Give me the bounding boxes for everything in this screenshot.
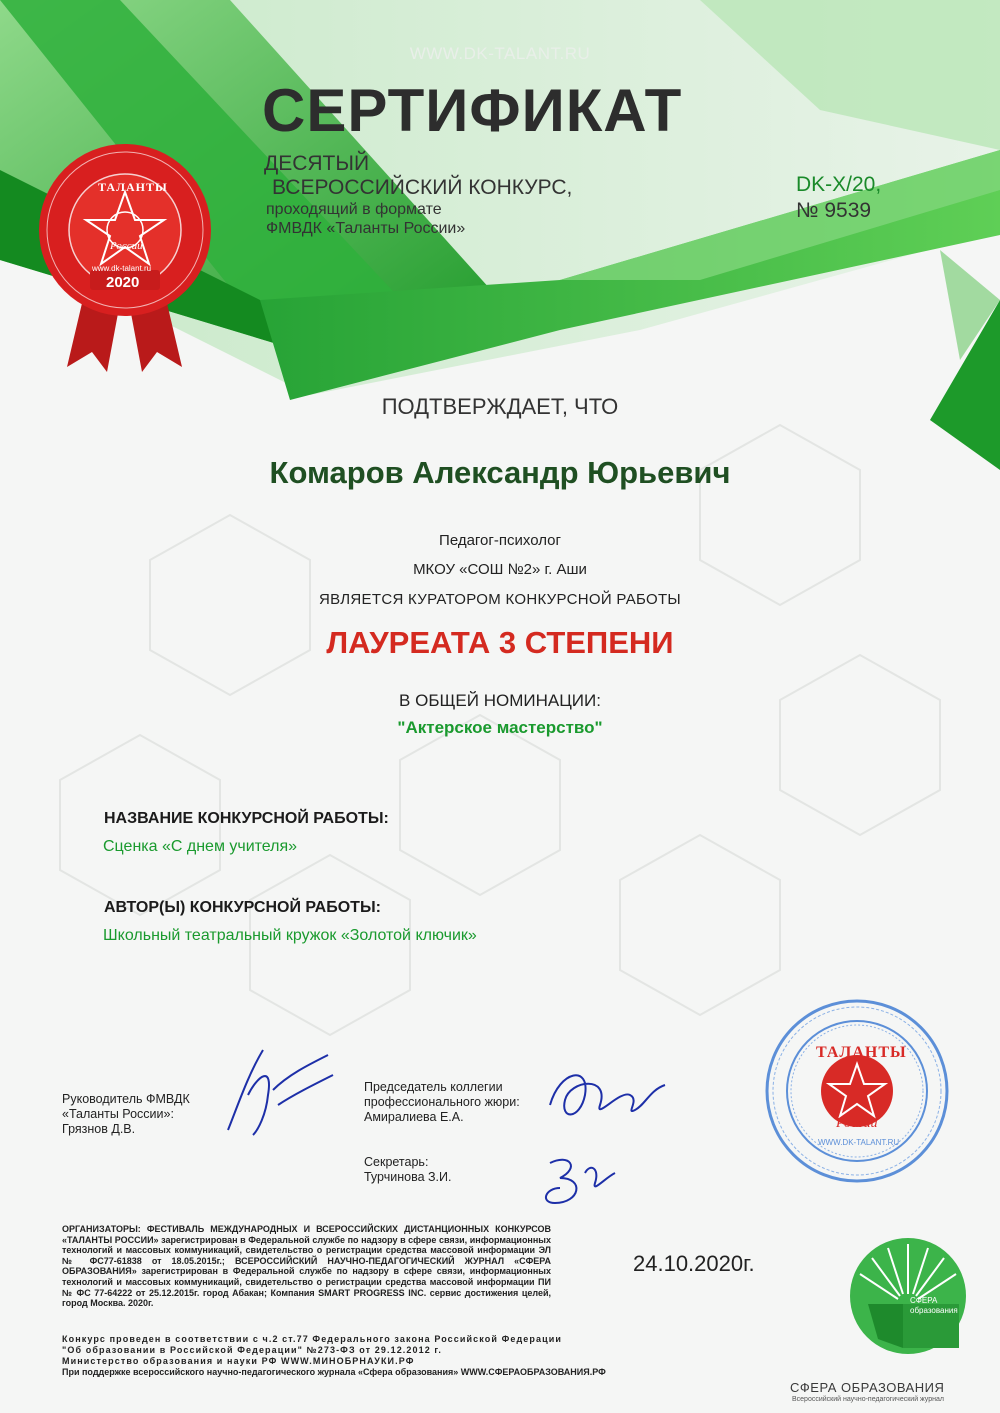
legal-line-4: При поддержке всероссийского научно-педагогического журнала «Сфера образования» WWW.СФЕРАОБРАЗОВАНИЯ.РФ: [62, 1367, 606, 1377]
nomination-value: "Актерское мастерство": [397, 718, 603, 737]
head-signature-block: [62, 1092, 190, 1137]
secretary-title: Секретарь:: [364, 1155, 429, 1169]
certificate-code: DK-X/20,: [796, 173, 882, 196]
sfera-subtitle: Всероссийский научно-педагогический журнал: [792, 1396, 944, 1403]
chair-title-line2: профессионального жюри:: [364, 1095, 520, 1109]
secretary-name: Турчинова З.И.: [364, 1170, 452, 1184]
stamp-logo-top: ТАЛАНТЫ: [816, 1044, 907, 1061]
chair-name: Амиралиева Е.А.: [364, 1110, 464, 1124]
subtitle-line-2: ВСЕРОССИЙСКИЙ КОНКУРС,: [272, 176, 573, 199]
legal-line-2: "Об образовании в Российской Федерации" №273-ФЗ от 29.12.2012 г.: [62, 1345, 442, 1355]
stamp-url: WWW.DK-TALANT.RU: [818, 1138, 900, 1147]
seal-logo-top: ТАЛАНТЫ: [98, 180, 168, 194]
subtitle-line-4: ФМВДК «Таланты России»: [266, 220, 466, 237]
authors-value: Школьный театральный кружок «Золотой ключик»: [103, 927, 477, 944]
head-name: Грязнов Д.В.: [62, 1122, 136, 1136]
secretary-signature-block: [364, 1155, 451, 1185]
seal-logo-bottom: России: [110, 240, 143, 252]
work-title-value: Сценка «С днем учителя»: [103, 838, 298, 855]
secretary-signature: [530, 1148, 630, 1218]
chair-signature: [540, 1060, 670, 1130]
official-stamp: [764, 998, 950, 1184]
chair-signature-block: [364, 1080, 520, 1125]
legal-line-1: Конкурс проведен в соответствии с ч.2 ст.77 Федерального закона Российской Федерации: [62, 1334, 562, 1344]
work-title-label: НАЗВАНИЕ КОНКУРСНОЙ РАБОТЫ:: [104, 810, 389, 827]
website-url: WWW.DK-TALANT.RU: [409, 44, 591, 63]
legal-line-3: Министерство образования и науки РФ WWW.МИНОБРНАУКИ.РФ: [62, 1356, 415, 1366]
sfera-title: СФЕРА ОБРАЗОВАНИЯ: [790, 1380, 945, 1395]
confirm-text: ПОДТВЕРЖДАЕТ, ЧТО: [381, 394, 619, 419]
authors-label: АВТОР(Ы) КОНКУРСНОЙ РАБОТЫ:: [104, 899, 381, 916]
chair-title-line1: Председатель коллегии: [364, 1080, 503, 1094]
organizers-text: ОРГАНИЗАТОРЫ: ФЕСТИВАЛЬ МЕЖДУНАРОДНЫХ И ВСЕРОССИЙСКИХ ДИСТАНЦИОННЫХ КОНКУРСОВ «ТАЛАНТЫ РОССИИ» зарегистрирован в Федеральной службе по надзору в сфере связи, информационных технологий и массовых коммуникаций, свидетельство о регистрации средства массовой информации ЭЛ № ФС77-61838 от 18.05.2015г.; ВСЕРОССИЙСКИЙ НАУЧНО-ПЕДАГОГИЧЕСКИЙ ЖУРНАЛ «СФЕРА ОБРАЗОВАНИЯ» зарегистрирован в Федеральной службе по надзору в сфере связи, информационных технологий и массовых коммуникаций, свидетельство о регистрации средства массовой информации ПИ № ФС 77-64222 от 25.12.2015г. город Абакан; Компания SMART PROGRESS INC. сервис достижения целей, город Москва. 2020г.: [62, 1224, 551, 1309]
review-seal: [32, 142, 218, 372]
seal-year: 2020: [106, 274, 140, 291]
head-title-line2: «Таланты России»:: [62, 1107, 174, 1121]
award-title: ЛАУРЕАТА 3 СТЕПЕНИ: [326, 625, 674, 660]
certificate-number: № 9539: [796, 199, 872, 222]
issue-date: 24.10.2020г.: [633, 1251, 755, 1276]
subtitle-line-1: ДЕСЯТЫЙ: [264, 152, 370, 175]
nomination-label: В ОБЩЕЙ НОМИНАЦИИ:: [399, 691, 601, 710]
recipient-position: Педагог-психолог: [439, 532, 561, 549]
stamp-logo-bottom: России: [836, 1116, 878, 1131]
subtitle-line-3: проходящий в формате: [266, 201, 442, 218]
head-signature: [218, 1035, 338, 1145]
seal-url: www.dk-talant.ru: [92, 264, 152, 273]
sfera-badge: СФЕРА образования: [910, 1296, 958, 1315]
recipient-name: Комаров Александр Юрьевич: [269, 455, 731, 490]
head-title-line1: Руководитель ФМВДК: [62, 1092, 190, 1106]
recipient-organization: МКОУ «СОШ №2» г. Аши: [413, 561, 587, 578]
curator-text: ЯВЛЯЕТСЯ КУРАТОРОМ КОНКУРСНОЙ РАБОТЫ: [319, 591, 681, 608]
certificate-title: СЕРТИФИКАТ: [262, 77, 683, 144]
